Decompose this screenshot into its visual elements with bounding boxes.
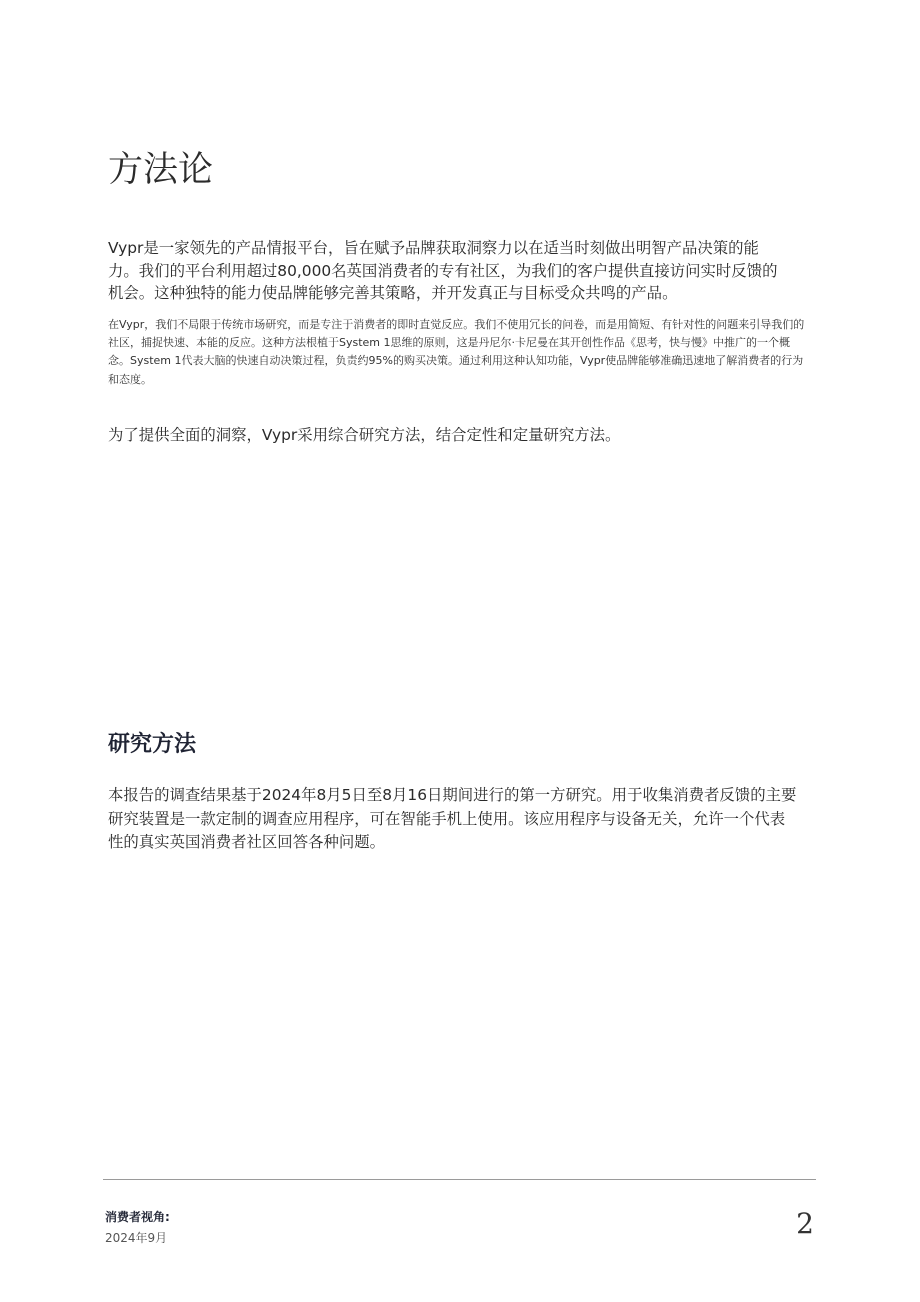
footer-divider: [103, 1179, 816, 1180]
intro-paragraph: Vypr是一家领先的产品情报平台，旨在赋予品牌获取洞察力以在适当时刻做出明智产品决策的能力。我们的平台利用超过80,000名英国消费者的专有社区，为我们的客户提供直接访问实时反馈的机会。这种独特的能力使品牌能够完善其策略，并开发真正与目标受众共鸣的产品。: [108, 239, 778, 303]
approach-paragraph: 为了提供全面的洞察，Vypr采用综合研究方法，结合定性和定量研究方法。: [108, 426, 621, 444]
detail-paragraph: 在Vypr，我们不局限于传统市场研究，而是专注于消费者的即时直觉反应。我们不使用冗长的问卷，而是用简短、有针对性的问题来引导我们的社区，捕捉快速、本能的反应。这种方法根植于System 1思维的原则，这是丹尼尔·卡尼曼在其开创性作品《思考，快与慢》中推广的一个概念。System 1代表大脑的快速自动决策过程，负责约95%的购买决策。通过利用这种认知功能，Vypr使品牌能够准确迅速地了解消费者的行为和态度。: [108, 318, 805, 386]
page-title: 方法论: [108, 150, 214, 190]
section-heading-research-methods: 研究方法: [108, 732, 197, 757]
footer-report-title: 消费者视角:: [105, 1210, 170, 1224]
footer-date: 2024年9月: [105, 1231, 168, 1245]
page-number: 2: [796, 1207, 814, 1240]
research-methods-paragraph: 本报告的调查结果基于2024年8月5日至8月16日期间进行的第一方研究。用于收集消费者反馈的主要研究装置是一款定制的调查应用程序，可在智能手机上使用。该应用程序与设备无关，允许一个代表性的真实英国消费者社区回答各种问题。: [108, 786, 797, 851]
